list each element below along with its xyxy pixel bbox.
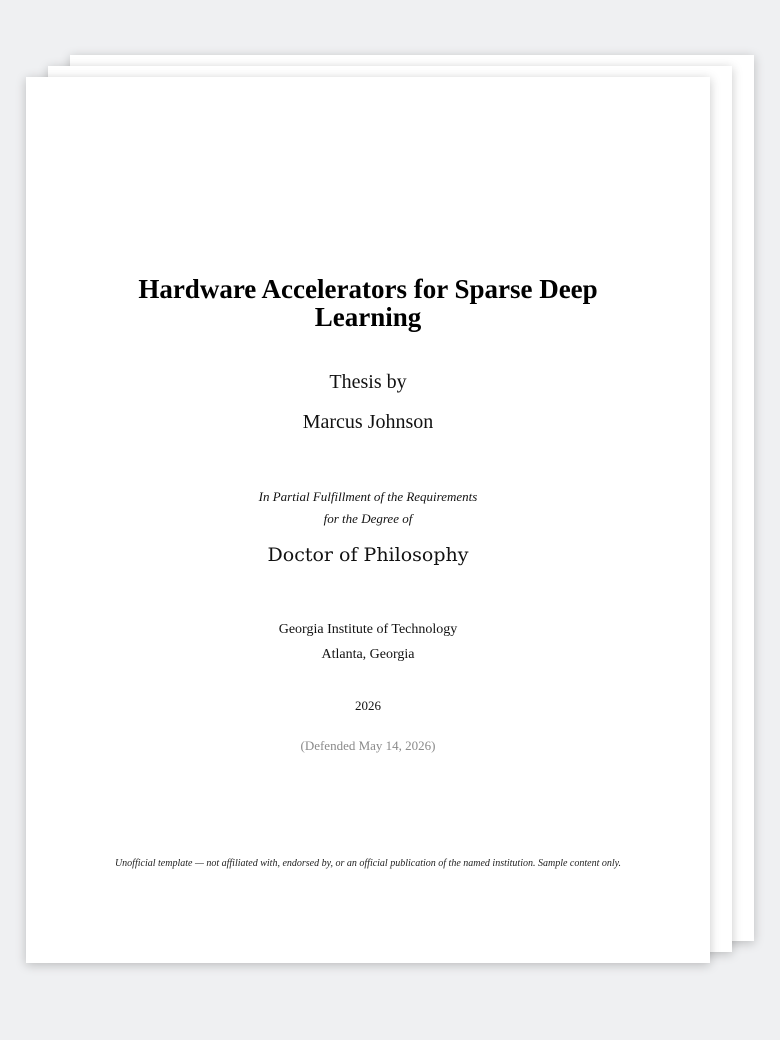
defense-date: (Defended May 14, 2026)	[300, 738, 436, 753]
institution-location: Atlanta, Georgia	[321, 647, 415, 662]
fulfillment-line-1: In Partial Fulfillment of the Requirements	[258, 489, 478, 504]
institution-name: Georgia Institute of Technology	[278, 622, 458, 637]
disclaimer-note: Unofficial template — not affiliated with, endorsed by, or an official publication of the named institution. Sample content only.	[114, 858, 622, 869]
author-name: Marcus Johnson	[302, 411, 434, 433]
fulfillment-line-2: for the Degree of	[323, 511, 413, 526]
thesis-by-label: Thesis by	[329, 371, 407, 393]
title-page-content	[26, 77, 710, 963]
degree-name: Doctor of Philosophy	[267, 544, 469, 566]
thesis-title: Hardware Accelerators for Sparse Deep Learning	[138, 274, 598, 332]
thesis-year: 2026	[355, 698, 381, 713]
